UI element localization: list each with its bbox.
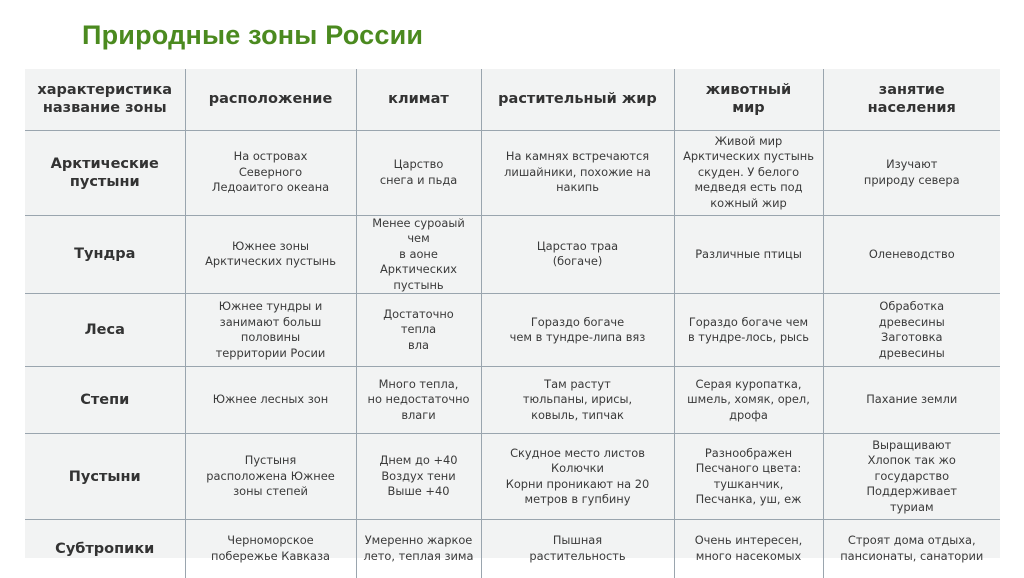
- vegetation-cell: На камнях встречаются лишайники, похожие на накипь: [481, 130, 674, 215]
- header-cell-characteristic: характеристика название зоны: [25, 69, 185, 130]
- zones-table-sheet: [25, 69, 1000, 563]
- climate-cell: Царство снега и пьда: [356, 130, 481, 215]
- location-cell: Южнее зоны Арктических пустынь: [185, 215, 356, 294]
- occupation-cell: Обработка древесины Заготовка древесины: [823, 294, 1000, 367]
- vegetation-cell: Скудное место листов Колючки Корни проникают на 20 метров в гупбину: [481, 434, 674, 520]
- table-row: [25, 520, 1000, 578]
- table-row: [25, 294, 1000, 367]
- climate-cell: Днем до +40 Воздух тени Выше +40: [356, 434, 481, 520]
- vegetation-cell: Там растут тюльпаны, ирисы, ковыль, типчак: [481, 367, 674, 434]
- location-cell: Черноморское побережье Кавказа: [185, 520, 356, 578]
- occupation-cell: Оленеводство: [823, 215, 1000, 294]
- climate-cell: Умеренно жаркое лето, теплая зима: [356, 520, 481, 578]
- header-cell-vegetation: растительный жир: [481, 69, 674, 130]
- fauna-cell: Разноображен Песчаного цвета: тушканчик, Песчанка, уш, еж: [674, 434, 823, 520]
- fauna-cell: Очень интересен, много насекомых: [674, 520, 823, 578]
- zone-name-cell: Арктические пустыни: [25, 130, 185, 215]
- table-row: [25, 434, 1000, 520]
- fauna-cell: Живой мир Арктических пустынь скуден. У белого медведя есть под кожный жир: [674, 130, 823, 215]
- header-row: [25, 69, 1000, 130]
- zone-name-cell: Леса: [25, 294, 185, 367]
- vegetation-cell: Гораздо богаче чем в тундре-липа вяз: [481, 294, 674, 367]
- table-row: [25, 367, 1000, 434]
- location-cell: Пустыня расположена Южнее зоны степей: [185, 434, 356, 520]
- location-cell: Южнее лесных зон: [185, 367, 356, 434]
- occupation-cell: Строят дома отдыха, пансионаты, санатории: [823, 520, 1000, 578]
- fauna-cell: Серая куропатка, шмель, хомяк, орел, дрофа: [674, 367, 823, 434]
- header-cell-fauna: животный мир: [674, 69, 823, 130]
- zone-name-cell: Степи: [25, 367, 185, 434]
- header-cell-location: расположение: [185, 69, 356, 130]
- header-cell-occupation: занятие населения: [823, 69, 1000, 130]
- zone-name-cell: Тундра: [25, 215, 185, 294]
- climate-cell: Менее суроаый чем в аоне Арктических пустынь: [356, 215, 481, 294]
- page-title: Природные зоны России: [82, 20, 424, 50]
- zone-name-cell: Субтропики: [25, 520, 185, 578]
- occupation-cell: Выращивают Хлопок так жо государство Поддерживает туриам: [823, 434, 1000, 520]
- fauna-cell: Различные птицы: [674, 215, 823, 294]
- table-row: [25, 130, 1000, 215]
- climate-cell: Много тепла, но недостаточно влаги: [356, 367, 481, 434]
- occupation-cell: Пахание земли: [823, 367, 1000, 434]
- climate-cell: Достаточно тепла вла: [356, 294, 481, 367]
- table-row: [25, 215, 1000, 294]
- occupation-cell: Изучают природу севера: [823, 130, 1000, 215]
- zone-name-cell: Пустыни: [25, 434, 185, 520]
- location-cell: Южнее тундры и занимают больш половины территории Росии: [185, 294, 356, 367]
- vegetation-cell: Царстао траа (богаче): [481, 215, 674, 294]
- vegetation-cell: Пышная растительность: [481, 520, 674, 578]
- fauna-cell: Гораздо богаче чем в тундре-лось, рысь: [674, 294, 823, 367]
- natural-zones-table: [25, 69, 1000, 578]
- header-cell-climate: климат: [356, 69, 481, 130]
- location-cell: На островах Северного Ледоаитого океана: [185, 130, 356, 215]
